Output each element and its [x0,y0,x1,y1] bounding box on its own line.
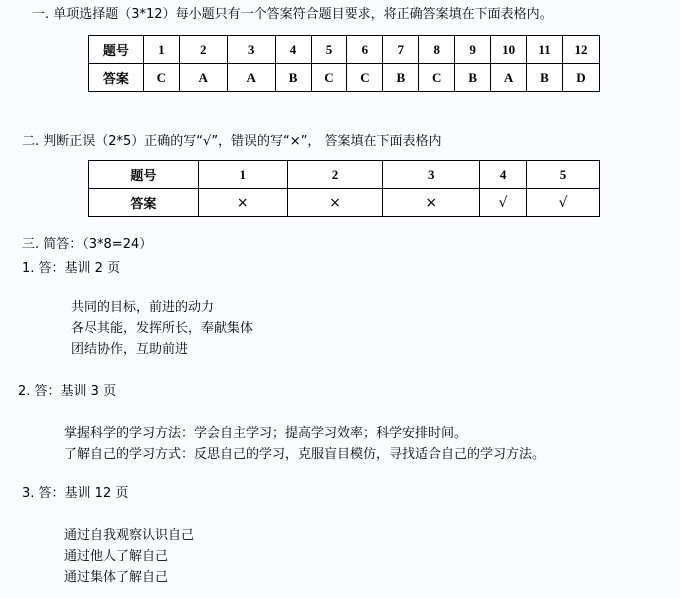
question-number: 2 [179,36,227,64]
answer-cell: D [562,64,599,92]
question-number: 3 [227,36,275,64]
answer-cell: A [227,64,275,92]
question-number: 5 [311,36,347,64]
answer-cell: B [383,64,419,92]
cross-mark-icon: × [287,189,383,217]
question-number: 8 [419,36,455,64]
true-false-answer-table [88,160,600,217]
number-row [89,161,600,189]
q2-line: 了解自己的学习方式：反思自己的学习，克服盲目模仿，寻找适合自己的学习方法。 [64,447,546,462]
answer-cell: A [491,64,527,92]
answer-cell: B [275,64,311,92]
answer-row [89,64,600,92]
answer-cell: C [143,64,179,92]
choice-answer-table [88,35,600,92]
q1-line: 各尽其能，发挥所长，奉献集体 [71,321,254,336]
answer-cell: C [419,64,455,92]
q3-line: 通过他人了解自己 [64,549,169,564]
q2-heading: 2. 答：基训 3 页 [18,384,117,399]
question-number: 7 [383,36,419,64]
question-number: 6 [347,36,383,64]
question-number: 5 [527,161,600,189]
answer-cell: C [347,64,383,92]
answer-cell: B [527,64,563,92]
q3-line: 通过集体了解自己 [64,570,169,585]
question-number: 2 [287,161,383,189]
question-number: 4 [480,161,527,189]
q1-line: 共同的目标，前进的动力 [71,300,215,315]
section2-title: 二. 判断正误（2*5）正确的写“√”，错误的写“×”， 答案填在下面表格内 [22,134,442,149]
row-label: 题号 [89,161,199,189]
question-number: 1 [143,36,179,64]
check-mark-icon: √ [527,189,600,217]
q3-line: 通过自我观察认识自己 [64,528,195,543]
section3-title: 三. 简答：（3*8=24） [22,237,153,252]
answer-cell: C [311,64,347,92]
number-row [89,36,600,64]
check-mark-icon: √ [480,189,527,217]
q1-line: 团结协作，互助前进 [71,342,189,357]
row-label: 答案 [89,189,199,217]
question-number: 10 [491,36,527,64]
q2-line: 掌握科学的学习方法：学会自主学习；提高学习效率；科学安排时间。 [64,426,468,441]
question-number: 11 [527,36,563,64]
answer-cell: B [455,64,491,92]
question-number: 9 [455,36,491,64]
answer-row [89,189,600,217]
q3-heading: 3. 答：基训 12 页 [22,486,129,501]
section1-title: 一. 单项选择题（3*12）每小题只有一个答案符合题目要求，将正确答案填在下面表格内。 [32,7,553,22]
cross-mark-icon: × [383,189,480,217]
q1-heading: 1. 答：基训 2 页 [22,261,121,276]
question-number: 12 [562,36,599,64]
row-label: 答案 [89,64,144,92]
row-label: 题号 [89,36,144,64]
question-number: 1 [198,161,287,189]
question-number: 3 [383,161,480,189]
question-number: 4 [275,36,311,64]
answer-cell: A [179,64,227,92]
cross-mark-icon: × [198,189,287,217]
